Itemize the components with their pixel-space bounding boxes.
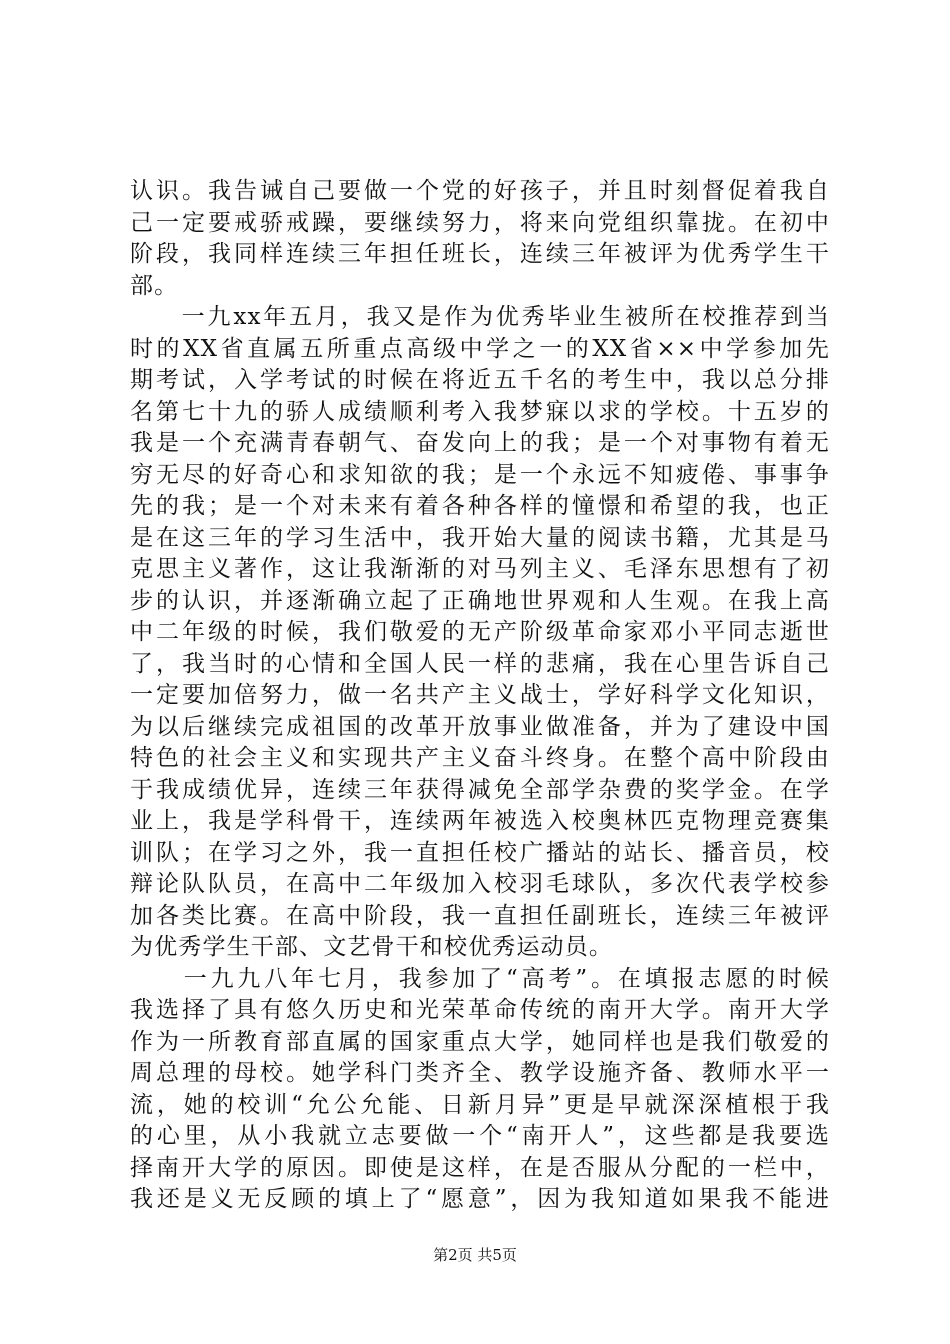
text-line: 业上，我是学科骨干，连续两年被选入校奥林匹克物理竞赛集 bbox=[130, 808, 830, 834]
text-line: 己一定要戒骄戒躁，要继续努力，将来向党组织靠拢。在初中 bbox=[130, 209, 830, 236]
text-line: 期考试，入学考试的时候在将近五千名的考生中，我以总分排 bbox=[130, 367, 830, 393]
text-line: 克思主义著作，这让我渐渐的对马列主义、毛泽东思想有了初 bbox=[130, 556, 830, 582]
text-line: 特色的社会主义和实现共产主义奋斗终身。在整个高中阶段由 bbox=[130, 745, 830, 771]
text-line: 步的认识，并逐渐确立起了正确地世界观和人生观。在我上高 bbox=[130, 587, 830, 614]
text-line: 中二年级的时候，我们敬爱的无产阶级革命家邓小平同志逝世 bbox=[130, 619, 830, 645]
text-line: 作为一所教育部直属的国家重点大学，她同样也是我们敬爱的 bbox=[130, 1028, 830, 1055]
text-line: 名第七十九的骄人成绩顺利考入我梦寐以求的学校。十五岁的 bbox=[130, 398, 830, 425]
text-line: 择南开大学的原因。即使是这样，在是否服从分配的一栏中， bbox=[130, 1154, 830, 1181]
text-line: 部。 bbox=[130, 272, 179, 299]
text-line: 为优秀学生干部、文艺骨干和校优秀运动员。 bbox=[130, 934, 613, 960]
text-line: 训队；在学习之外，我一直担任校广播站的站长、播音员，校 bbox=[130, 839, 830, 866]
text-line: 一九xx年五月，我又是作为优秀毕业生被所在校推荐到当 bbox=[130, 304, 830, 330]
text-line: 辩论队队员，在高中二年级加入校羽毛球队，多次代表学校参 bbox=[130, 871, 830, 897]
text-line: 我还是义无反顾的填上了“愿意”，因为我知道如果我不能进 bbox=[130, 1186, 830, 1212]
text-line: 是在这三年的学习生活中，我开始大量的阅读书籍，尤其是马 bbox=[130, 524, 830, 551]
text-line: 认识。我告诫自己要做一个党的好孩子，并且时刻督促着我自 bbox=[130, 178, 830, 204]
text-line: 先的我；是一个对未来有着各种各样的憧憬和希望的我，也正 bbox=[130, 493, 830, 519]
page-number: 第2页 共5页 bbox=[433, 1246, 517, 1264]
text-line: 穷无尽的好奇心和求知欲的我；是一个永远不知疲倦、事事争 bbox=[130, 461, 830, 488]
text-line: 为以后继续完成祖国的改革开放事业做准备，并为了建设中国 bbox=[130, 713, 830, 740]
body-text bbox=[130, 176, 830, 1216]
text-line: 于我成绩优异，连续三年获得减免全部学杂费的奖学金。在学 bbox=[130, 776, 830, 803]
text-line: 的心里，从小我就立志要做一个“南开人”，这些都是我要选 bbox=[130, 1123, 830, 1149]
text-line: 一定要加倍努力，做一名共产主义战士，学好科学文化知识， bbox=[130, 682, 830, 708]
text-line: 时的XX省直属五所重点高级中学之一的XX省××中学参加先 bbox=[130, 335, 830, 362]
text-line: 阶段，我同样连续三年担任班长，连续三年被评为优秀学生干 bbox=[130, 241, 830, 267]
text-line: 加各类比赛。在高中阶段，我一直担任副班长，连续三年被评 bbox=[130, 902, 830, 929]
text-line: 流，她的校训“允公允能、日新月异”更是早就深深植根于我 bbox=[130, 1091, 830, 1118]
text-line: 了，我当时的心情和全国人民一样的悲痛，我在心里告诉自己 bbox=[130, 650, 830, 677]
text-line: 一九九八年七月，我参加了“高考”。在填报志愿的时候 bbox=[130, 965, 830, 992]
text-line: 我选择了具有悠久历史和光荣革命传统的南开大学。南开大学 bbox=[130, 997, 830, 1023]
text-line: 我是一个充满青春朝气、奋发向上的我；是一个对事物有着无 bbox=[130, 430, 830, 456]
text-line: 周总理的母校。她学科门类齐全、教学设施齐备、教师水平一 bbox=[130, 1060, 830, 1086]
